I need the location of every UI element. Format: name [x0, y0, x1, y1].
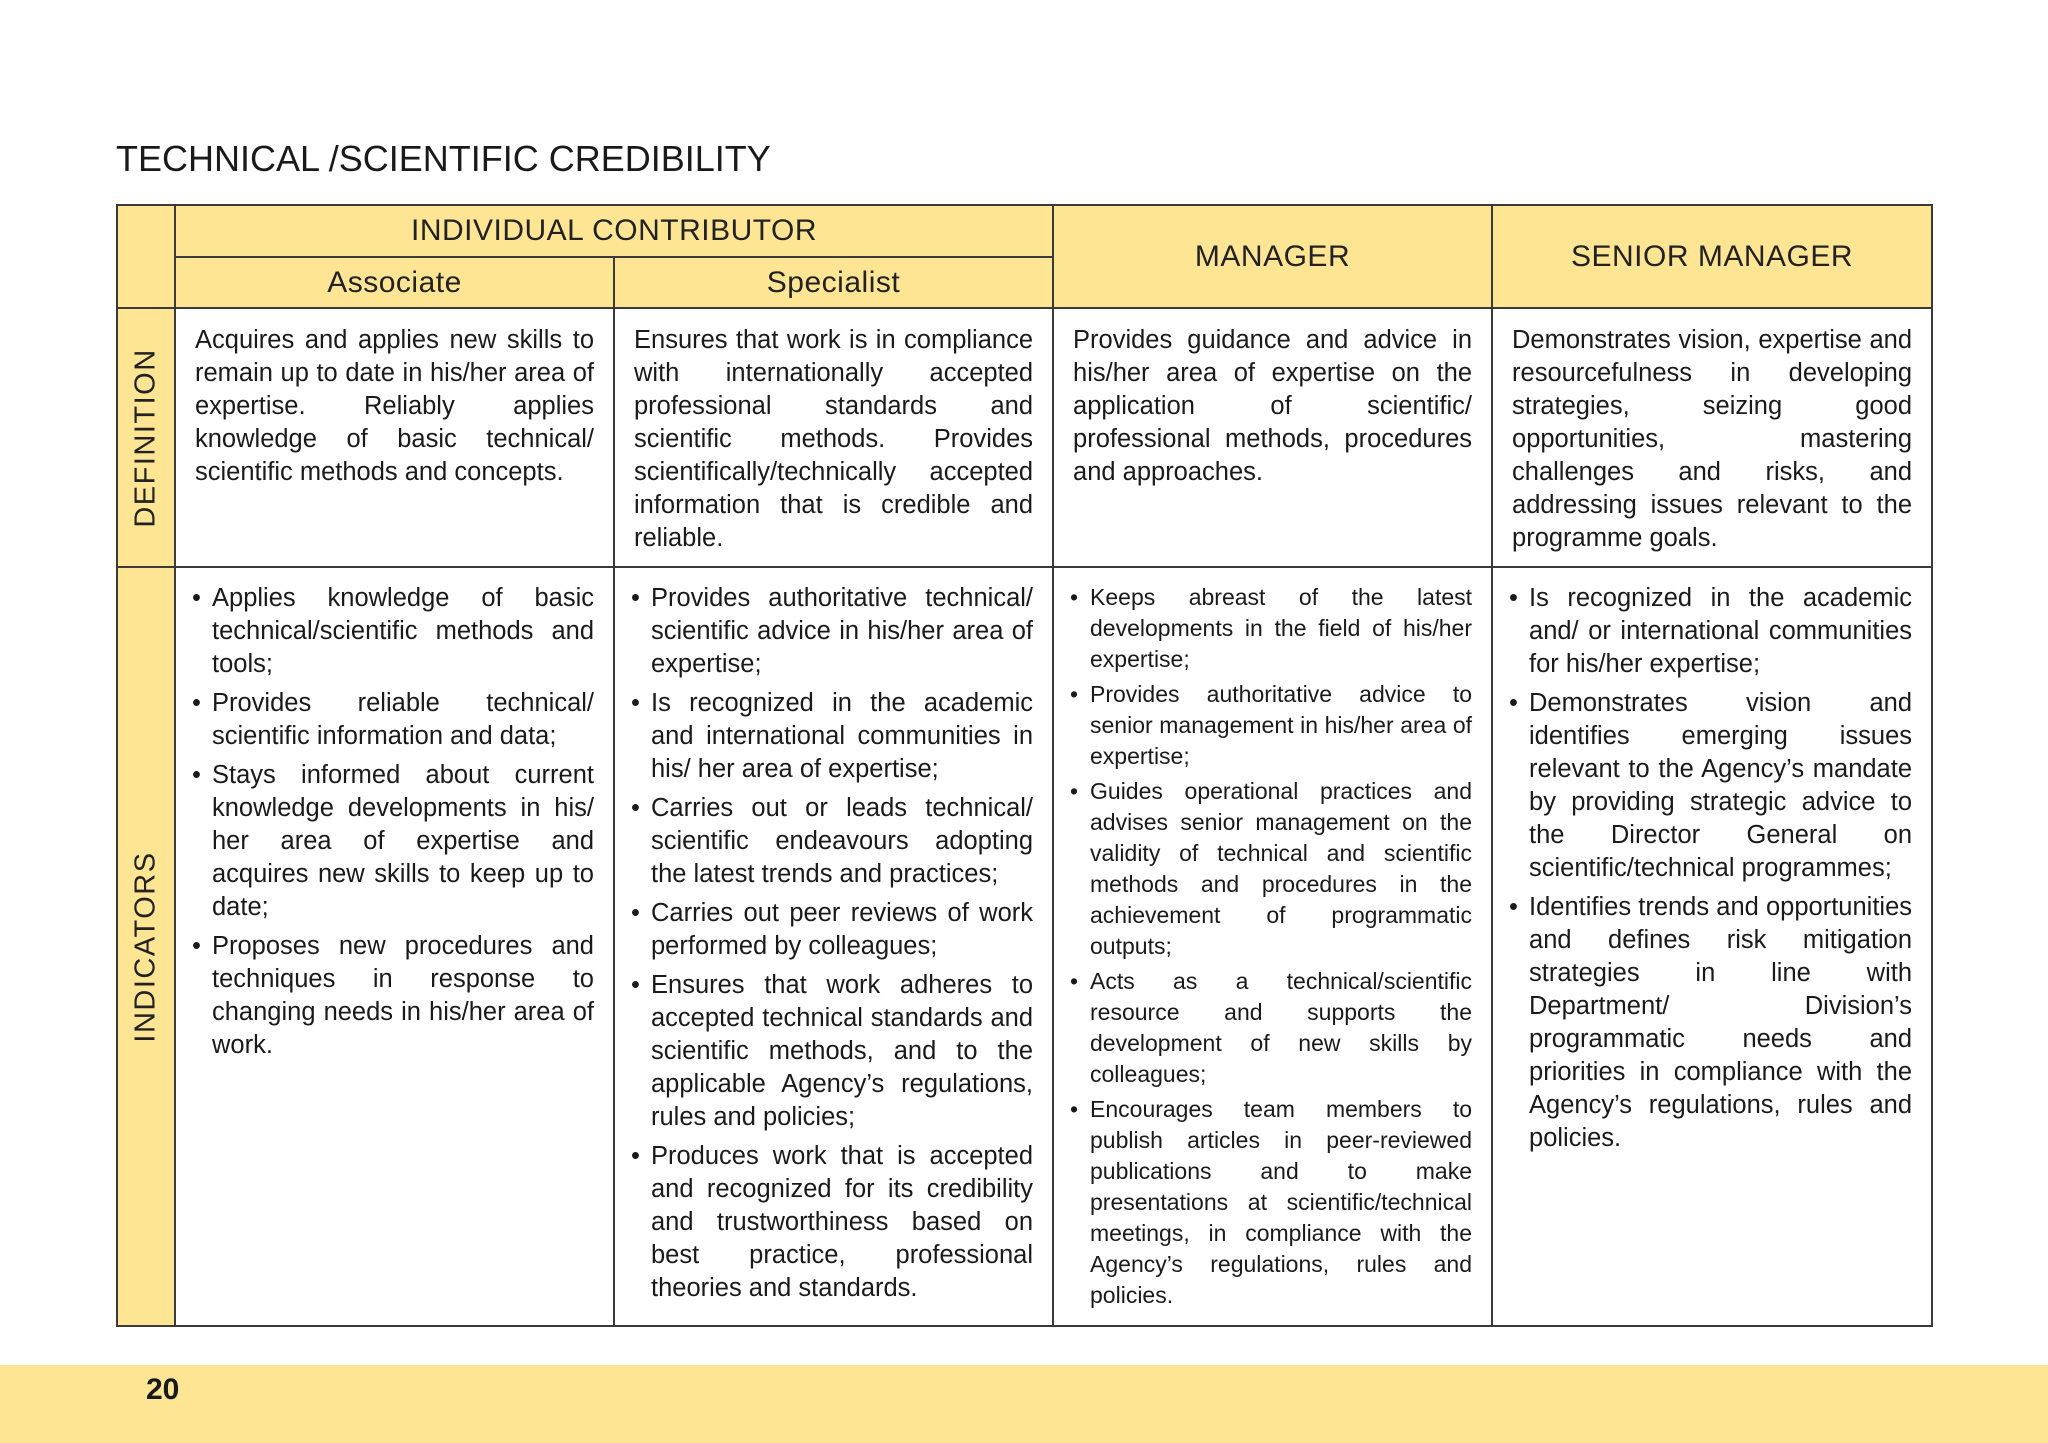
- indicators-row: [117, 567, 1932, 1326]
- list-item: • Acts as a technical/scientific resource and supports the development of new skills by colleagues;: [1070, 966, 1472, 1090]
- list-item: • Provides authoritative advice to senior management in his/her area of expertise;: [1070, 679, 1472, 772]
- header-row-top: [117, 205, 1932, 257]
- list-item: • Provides authoritative technical/ scientific advice in his/her area of expertise;: [631, 582, 1033, 681]
- definition-label-cell: [117, 308, 175, 567]
- header-specialist: Specialist: [614, 257, 1053, 308]
- competency-table: [116, 204, 1933, 1327]
- list-item: • Produces work that is accepted and recognized for its credibility and trustworthiness based on best practice, professional theories and standards.: [631, 1140, 1033, 1305]
- indicators-senior-manager-list: [1509, 582, 1912, 1155]
- header-corner: [117, 205, 175, 308]
- list-item: • Demonstrates vision and identifies emerging issues relevant to the Agency’s mandate by providing strategic advice to the Director General on scientific/technical programmes;: [1509, 687, 1912, 885]
- page-title: TECHNICAL /SCIENTIFIC CREDIBILITY: [116, 138, 771, 179]
- header-associate: Associate: [175, 257, 614, 308]
- indicators-associate-cell: [175, 567, 614, 1326]
- indicators-manager-list: [1070, 582, 1472, 1311]
- header-senior-manager: SENIOR MANAGER: [1492, 205, 1932, 308]
- list-item: • Ensures that work adheres to accepted technical standards and scientific methods, and to the applicable Agency’s regulations, rules and policies;: [631, 969, 1033, 1134]
- list-item: • Is recognized in the academic and/ or international communities for his/her expertise;: [1509, 582, 1912, 681]
- header-individual-contributor: INDIVIDUAL CONTRIBUTOR: [175, 205, 1053, 257]
- indicators-specialist-cell: [614, 567, 1053, 1326]
- list-item: • Carries out or leads technical/ scientific endeavours adopting the latest trends and practices;: [631, 792, 1033, 891]
- list-item: • Identifies trends and opportunities and defines risk mitigation strategies in line with Department/ Division’s programmatic needs and priorities in compliance with the Agency’s regulations, rules and policies.: [1509, 891, 1912, 1155]
- indicators-label-cell: [117, 567, 175, 1326]
- definition-specialist: Ensures that work is in compliance with internationally accepted professional standards and scientific methods. Provides scientifically/technically accepted information that is credible and reliable.: [614, 308, 1053, 567]
- list-item: • Stays informed about current knowledge developments in his/ her area of expertise and acquires new skills to keep up to date;: [192, 759, 594, 924]
- list-item: • Keeps abreast of the latest developments in the field of his/her expertise;: [1070, 582, 1472, 675]
- indicators-senior-manager-cell: [1492, 567, 1932, 1326]
- page-number: 20: [146, 1373, 180, 1406]
- list-item: • Is recognized in the academic and international communities in his/ her area of expertise;: [631, 687, 1033, 786]
- list-item: • Guides operational practices and advises senior management on the validity of technical and scientific methods and procedures in the achievement of programmatic outputs;: [1070, 776, 1472, 962]
- indicators-specialist-list: [631, 582, 1033, 1305]
- definition-senior-manager: Demonstrates vision, expertise and resourcefulness in developing strategies, seizing good opportunities, mastering challenges and risks, and addressing issues relevant to the programme goals.: [1492, 308, 1932, 567]
- indicators-manager-cell: [1053, 567, 1492, 1326]
- list-item: • Carries out peer reviews of work performed by colleagues;: [631, 897, 1033, 963]
- list-item: • Proposes new procedures and techniques in response to changing needs in his/her area of work.: [192, 930, 594, 1062]
- definition-associate: Acquires and applies new skills to remain up to date in his/her area of expertise. Reliably applies knowledge of basic technical/ scientific methods and concepts.: [175, 308, 614, 567]
- indicators-associate-list: [192, 582, 594, 1062]
- footer-band: [0, 1365, 2048, 1443]
- header-manager: MANAGER: [1053, 205, 1492, 308]
- definition-label: DEFINITION: [129, 347, 162, 528]
- indicators-label: INDICATORS: [129, 850, 162, 1043]
- list-item: • Encourages team members to publish articles in peer-reviewed publications and to make presentations at scientific/technical meetings, in compliance with the Agency’s regulations, rules and policies.: [1070, 1094, 1472, 1311]
- list-item: • Applies knowledge of basic technical/scientific methods and tools;: [192, 582, 594, 681]
- definition-row: [117, 308, 1932, 567]
- definition-manager: Provides guidance and advice in his/her area of expertise on the application of scientific/ professional methods, procedures and approaches.: [1053, 308, 1492, 567]
- list-item: • Provides reliable technical/ scientific information and data;: [192, 687, 594, 753]
